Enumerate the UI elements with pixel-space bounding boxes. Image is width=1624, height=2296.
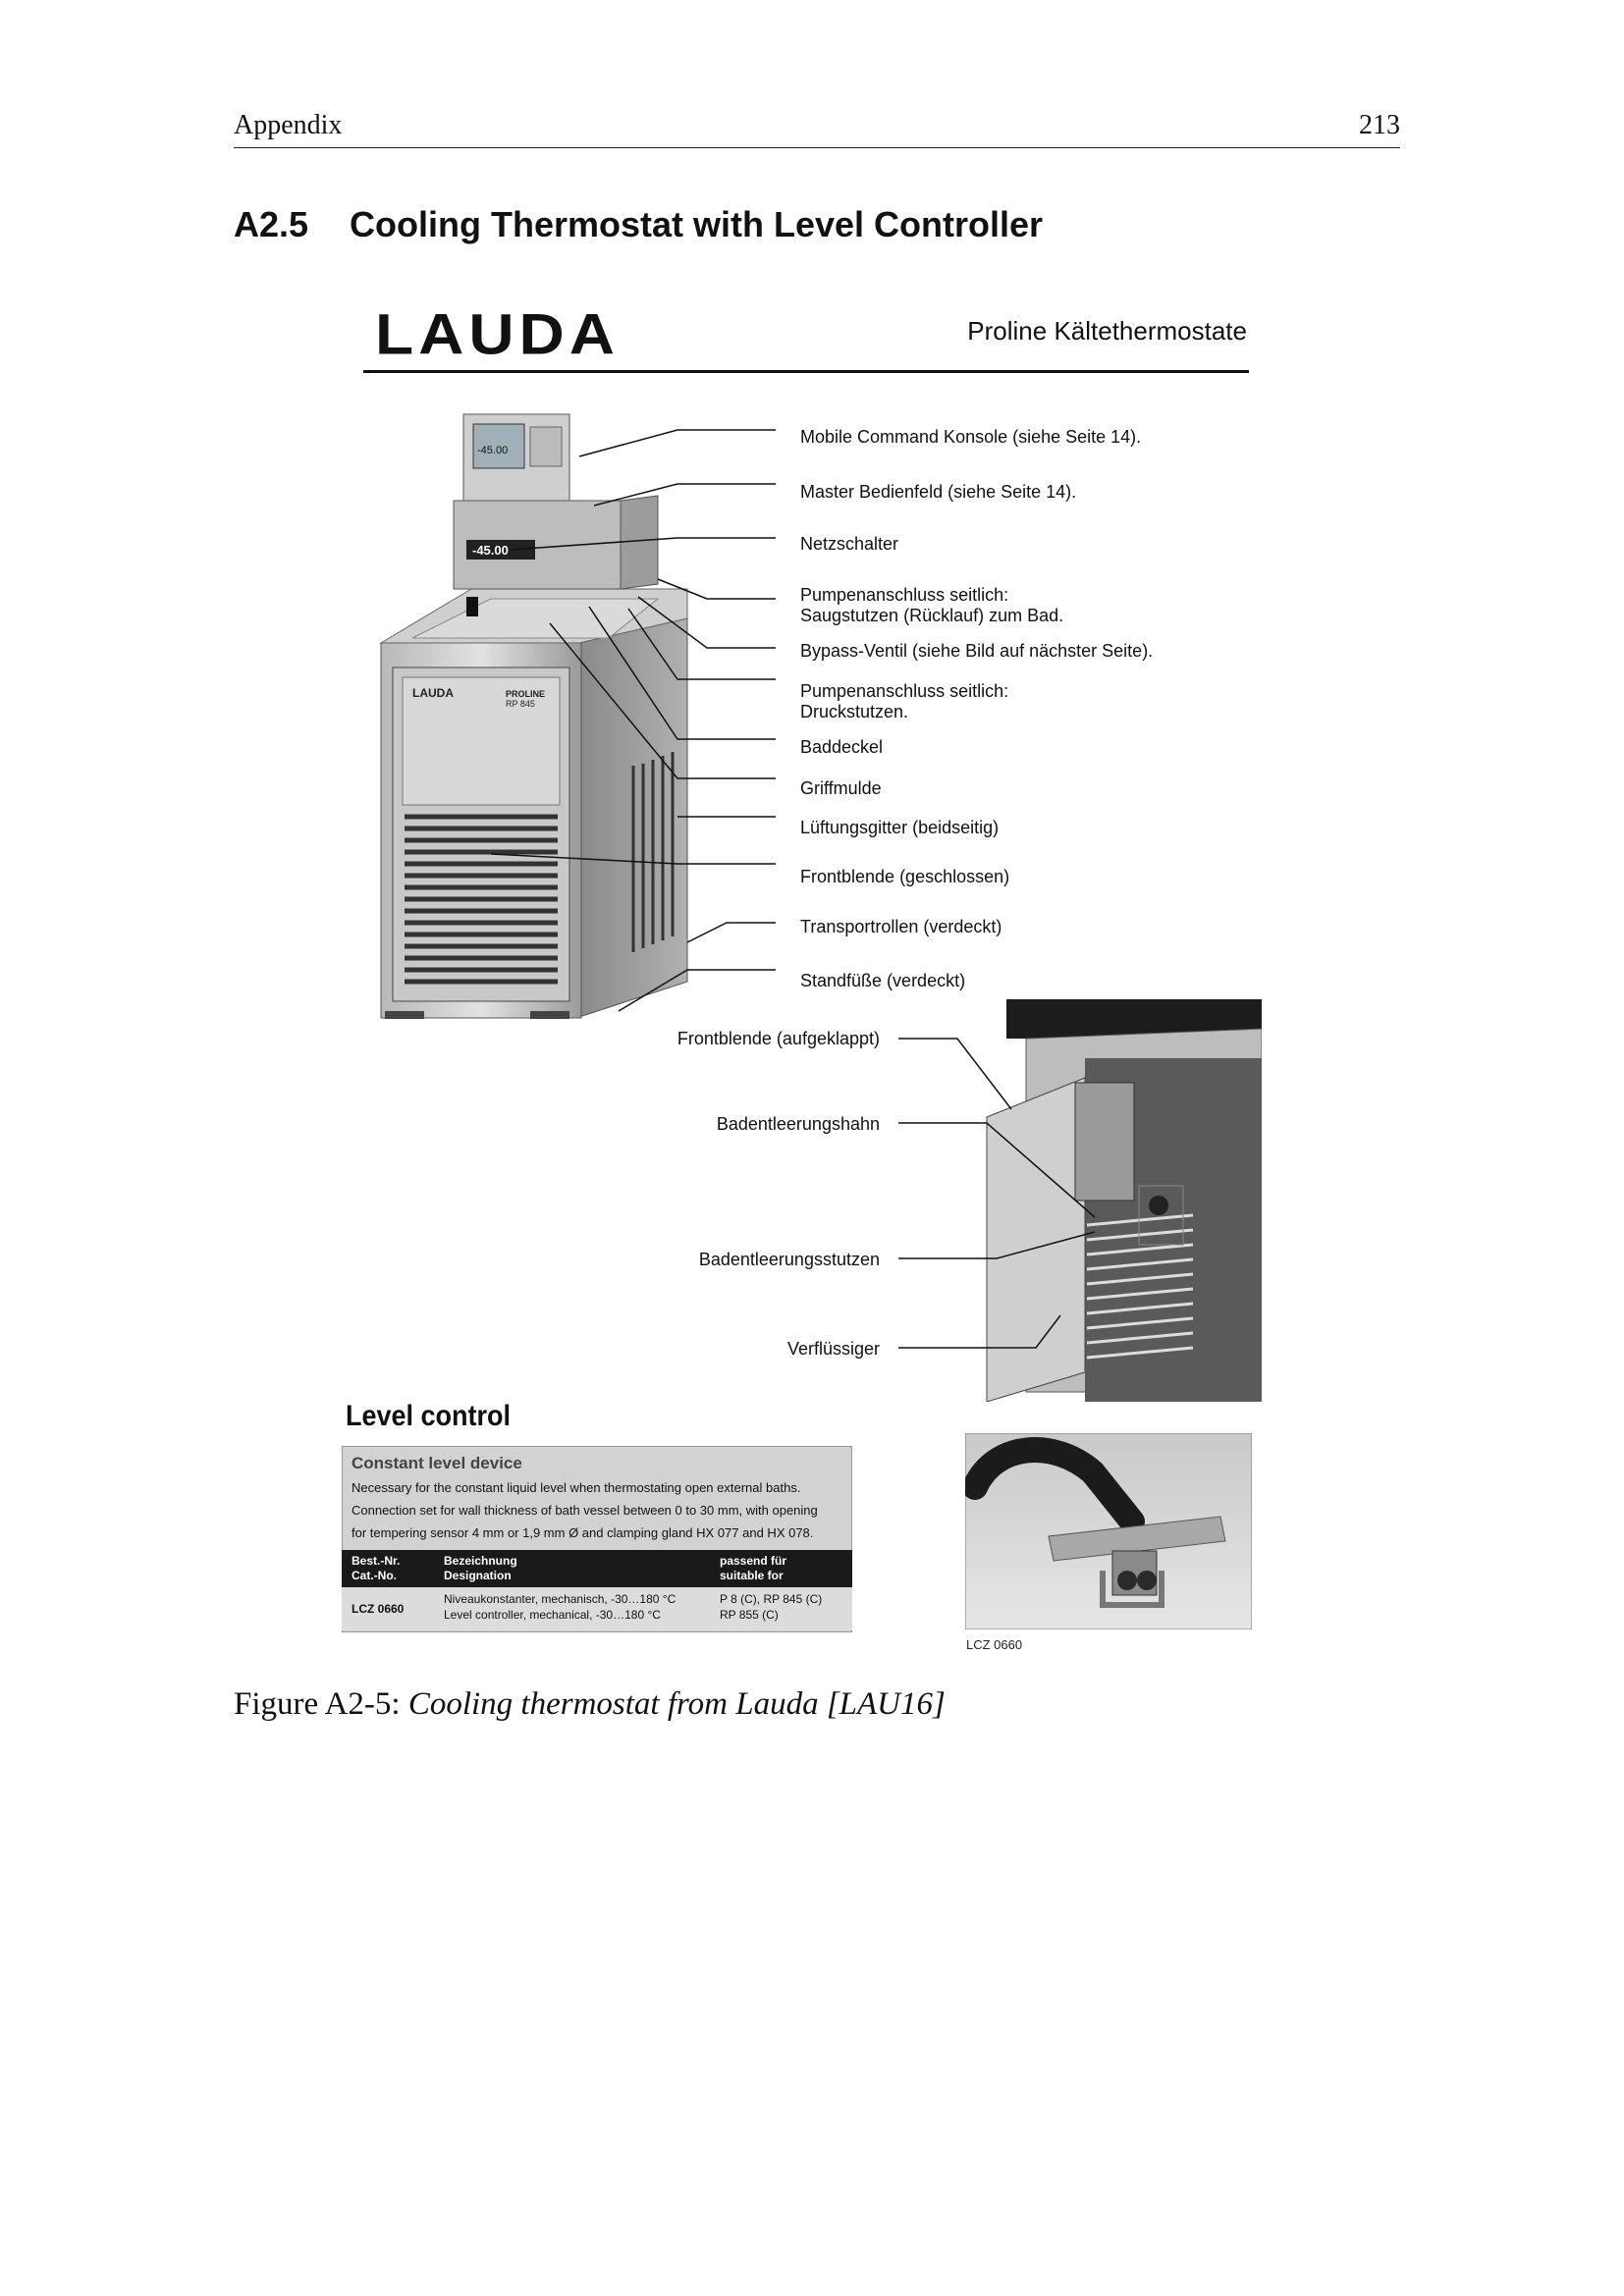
brochure-subtitle: Proline Kältethermostate (967, 316, 1247, 346)
callout-pump-connection-pressure-2: Druckstutzen. (800, 702, 909, 721)
table-header-cat-no-de: Best.-Nr. (352, 1554, 401, 1568)
callout-drain-tap: Badentleerungshahn (716, 1114, 880, 1134)
callout-bath-cover: Baddeckel (800, 737, 884, 757)
brochure-rule (363, 370, 1249, 373)
level-control-desc-line: for tempering sensor 4 mm or 1,9 mm Ø and clamping gland HX 077 and HX 078. (352, 1525, 814, 1540)
table-header-designation-en: Designation (444, 1569, 512, 1582)
running-header-section: Appendix (234, 110, 343, 140)
header-rule (234, 147, 1400, 148)
callout-pump-connection-suction-1: Pumpenanschluss seitlich: (800, 585, 1009, 605)
master-display-value: -45.00 (472, 543, 509, 558)
page-number: 213 (1359, 110, 1400, 140)
lauda-logo: LAUDA (375, 300, 620, 367)
callout-leader-lines (491, 412, 785, 1021)
callout-transport-wheels: Transportrollen (verdeckt) (800, 917, 1002, 936)
level-control-title: Level control (346, 1400, 512, 1432)
table-cell-designation-en: Level controller, mechanical, -30…180 °C (444, 1608, 661, 1622)
table-cell-cat-no: LCZ 0660 (352, 1602, 405, 1616)
section-number: A2.5 (234, 204, 309, 244)
callout-front-panel-closed: Frontblende (geschlossen) (800, 867, 1010, 886)
device-model: RP 845 (506, 699, 535, 709)
callout-front-panel-open: Frontblende (aufgeklappt) (677, 1029, 880, 1048)
callout-pump-connection-suction-2: Saugstutzen (Rücklauf) zum Bad. (800, 606, 1064, 625)
table-cell-suitable-1: P 8 (C), RP 845 (C) (720, 1592, 823, 1606)
callout-power-switch: Netzschalter (800, 534, 899, 554)
section-title: Cooling Thermostat with Level Controller (350, 204, 1044, 244)
callout-ventilation-grille: Lüftungsgitter (beidseitig) (800, 818, 1000, 837)
level-control-desc-line: Connection set for wall thickness of bath vessel between 0 to 30 mm, with opening (352, 1503, 818, 1518)
callout-condenser: Verflüssiger (786, 1339, 880, 1359)
figure-caption (234, 1686, 946, 1723)
callout-master-control-panel: Master Bedienfeld (siehe Seite 14). (800, 482, 1077, 502)
console-display-value: -45.00 (477, 445, 509, 456)
callout-pump-connection-pressure-1: Pumpenanschluss seitlich: (800, 681, 1009, 701)
device-brand-label: LAUDA (412, 686, 454, 700)
detail-leader-lines (898, 1031, 1173, 1364)
callout-bypass-valve: Bypass-Ventil (siehe Bild auf nächster Seite). (800, 641, 1154, 661)
table-header-cat-no-en: Cat.-No. (352, 1569, 397, 1582)
callout-mobile-command-console: Mobile Command Konsole (siehe Seite 14). (800, 427, 1142, 447)
figure-caption-label: Figure A2-5: (234, 1686, 401, 1722)
table-cell-designation-de: Niveaukonstanter, mechanisch, -30…180 °C (444, 1592, 677, 1606)
callout-feet: Standfüße (verdeckt) (800, 971, 966, 990)
figure-caption-text: Cooling thermostat from Lauda [LAU16] (407, 1686, 946, 1722)
photo-caption: LCZ 0660 (966, 1637, 1023, 1652)
level-controller-photo (965, 1433, 1252, 1629)
level-control-box-title: Constant level device (352, 1454, 522, 1472)
callout-drain-nozzle: Badentleerungsstutzen (698, 1250, 880, 1269)
table-header-suitable-de: passend für (720, 1554, 787, 1568)
level-control-desc-line: Necessary for the constant liquid level when thermostating open external baths. (352, 1480, 801, 1495)
table-cell-suitable-2: RP 855 (C) (720, 1608, 779, 1622)
table-header-suitable-en: suitable for (720, 1569, 784, 1582)
callout-handle-recess: Griffmulde (800, 778, 882, 798)
table-header-designation-de: Bezeichnung (444, 1554, 517, 1568)
device-model-line: PROLINE (506, 689, 546, 699)
